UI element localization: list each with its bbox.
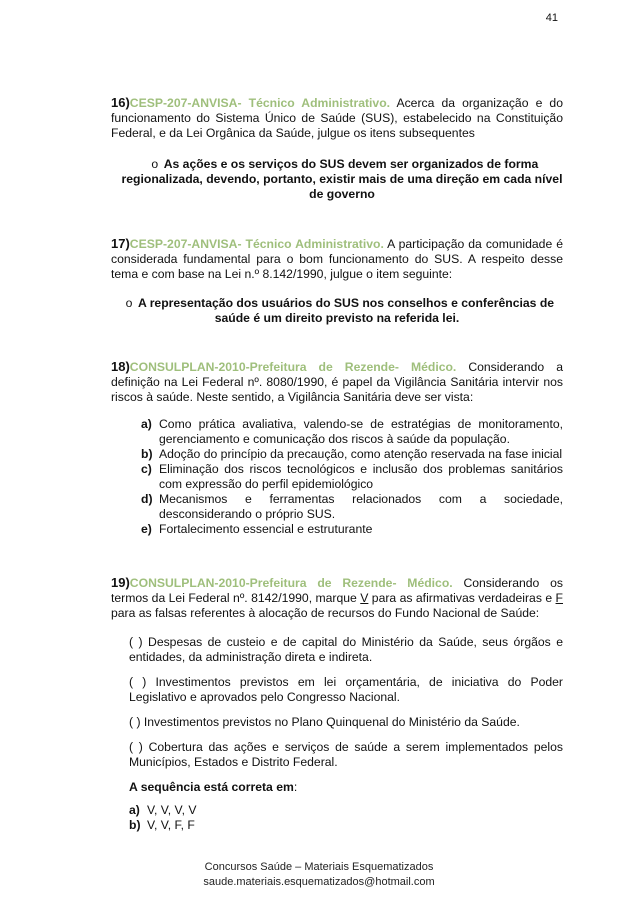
- option-text: Eliminação dos riscos tecnológicos e inclusão dos problemas sanitários com expressão do perfil epidemiológico: [159, 462, 563, 491]
- page-number: 41: [545, 12, 558, 24]
- bullet-marker: o: [151, 157, 159, 171]
- question-source: CONSULPLAN-2010-Prefeitura de Rezende- Médico.: [129, 360, 457, 374]
- option-text: Como prática avaliativa, valendo-se de estratégias de monitoramento, gerenciamento e comunicação dos riscos à saúde da população.: [159, 417, 563, 446]
- option-a: [111, 417, 563, 447]
- true-letter: V: [360, 591, 369, 605]
- question-17-item: [111, 296, 563, 326]
- question-number: 19): [111, 575, 130, 590]
- footer-email: saude.materiais.esquematizados@hotmail.com: [203, 876, 435, 888]
- option-label: a): [141, 417, 152, 431]
- question-18: [111, 359, 563, 537]
- option-text: Fortalecimento essencial e estruturante: [159, 522, 373, 536]
- option-label: d): [141, 492, 153, 506]
- answer-text: V, V, V, V: [147, 803, 197, 817]
- option-label: b): [141, 447, 153, 461]
- sequence-colon: :: [293, 780, 298, 794]
- option-label: c): [141, 462, 152, 476]
- question-16: [111, 95, 563, 202]
- question-number: 16): [111, 95, 130, 110]
- question-19-statement: [111, 575, 563, 621]
- sequence-label: A sequência está correta em: [129, 780, 294, 794]
- question-text: Considerando os termos da Lei Federal nº. 8142/1990, marque: [111, 576, 563, 605]
- option-text: Adoção do princípio da precaução, como atenção reservada na fase inicial: [159, 447, 563, 461]
- question-text: Acerca da organização e do funcionamento do Sistema Único de Saúde (SUS), estabelecido na Constituição Federal, e da Lei Orgânica da Saúde, julgue os itens subsequentes: [111, 96, 563, 140]
- answer-text: V, V, F, F: [147, 818, 195, 832]
- option-d: [111, 492, 563, 522]
- question-source: CONSULPLAN-2010-Prefeitura de Rezende- Médico.: [129, 576, 453, 590]
- question-18-statement: [111, 359, 563, 405]
- answer-b: [111, 818, 563, 833]
- statement-3: ( ) Investimentos previstos no Plano Quinquenal do Ministério da Saúde.: [129, 715, 520, 729]
- false-letter: F: [555, 591, 563, 605]
- answer-label: a): [129, 803, 140, 817]
- statement-1: ( ) Despesas de custeio e de capital do Ministério da Saúde, seus órgãos e entidades, da administração direta e indireta.: [129, 635, 563, 664]
- question-text: para as falsas referentes à alocação de recursos do Fundo Nacional de Saúde:: [111, 606, 540, 620]
- question-text: A participação da comunidade é considerada fundamental para o bom funcionamento do SUS. A respeito desse tema e com base na Lei n.º 8.142/1990, julgue o item seguinte:: [111, 237, 563, 281]
- option-c: [111, 462, 563, 492]
- options-list: [111, 417, 563, 537]
- option-label: e): [141, 522, 152, 536]
- option-b: [111, 447, 563, 462]
- statement-4: ( ) Cobertura das ações e serviços de saúde a serem implementados pelos Municípios, Estados e Distrito Federal.: [129, 740, 563, 769]
- bullet-marker: o: [125, 296, 133, 310]
- answer-label: b): [129, 818, 141, 832]
- question-source: CESP-207-ANVISA- Técnico Administrativo.: [129, 96, 391, 110]
- item-text: As ações e os serviços do SUS devem ser organizados de forma regionalizada, devendo, portanto, existir mais de uma direção em cada nível de governo: [121, 157, 563, 201]
- question-17: [111, 236, 563, 326]
- question-text: Considerando a definição na Lei Federal nº. 8080/1990, é papel da Vigilância Sanitária intervir nos riscos à saúde. Neste sentido, a Vigilância Sanitária deve ser vista:: [111, 360, 563, 404]
- question-text: para as afirmativas verdadeiras e: [368, 591, 556, 605]
- page-footer: [0, 860, 638, 890]
- footer-title: Concursos Saúde – Materiais Esquematizados: [204, 861, 434, 873]
- sequence-prompt: [111, 780, 563, 795]
- option-e: [111, 522, 563, 537]
- option-text: Mecanismos e ferramentas relacionados com a sociedade, desconsiderando o próprio SUS.: [159, 492, 563, 521]
- item-text: A representação dos usuários do SUS nos conselhos e conferências de saúde é um direito previsto na referida lei.: [137, 296, 555, 325]
- statement-2: ( ) Investimentos previstos em lei orçamentária, de iniciativa do Poder Legislativo e aprovados pelo Congresso Nacional.: [129, 675, 563, 704]
- question-number: 17): [111, 236, 130, 251]
- question-19: [111, 575, 563, 833]
- question-number: 18): [111, 359, 130, 374]
- question-16-item: [111, 157, 563, 202]
- question-source: CESP-207-ANVISA- Técnico Administrativo.: [129, 237, 384, 251]
- question-17-statement: [111, 236, 563, 282]
- answer-a: [111, 803, 563, 818]
- question-16-statement: [111, 95, 563, 141]
